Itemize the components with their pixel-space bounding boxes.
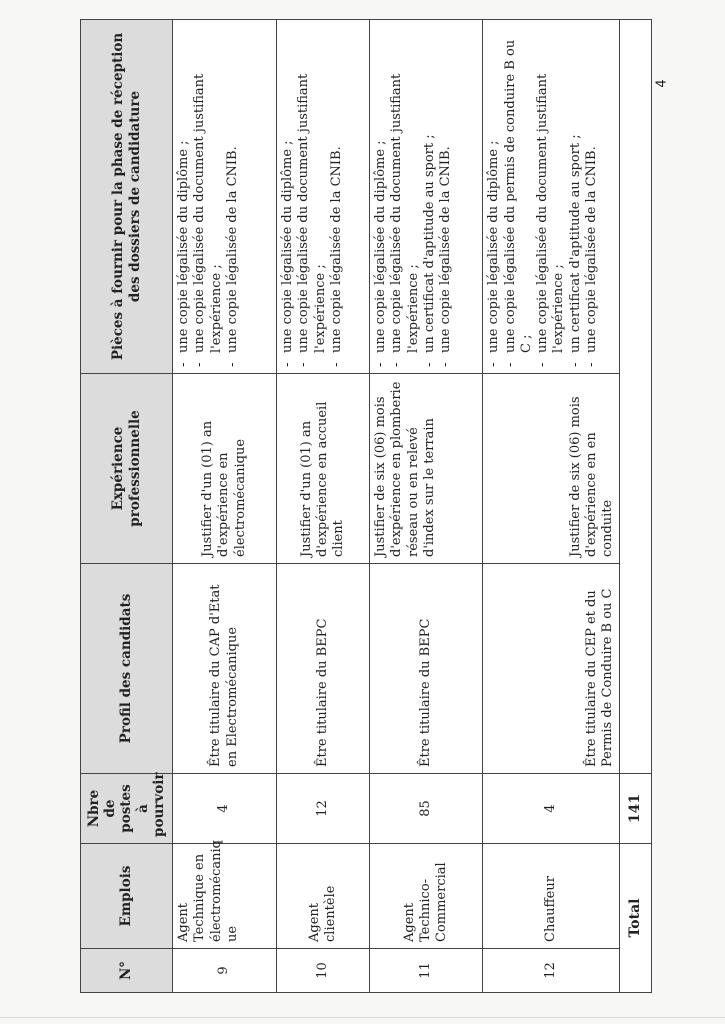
documents-list (486, 26, 600, 367)
list-item: - une copie légalisée de la CNIB. (225, 26, 241, 367)
list-item: - une copie légalisée de la CNIB. (584, 26, 600, 367)
table-header-row (81, 20, 173, 993)
list-item: - une copie légalisée du document justifiant l'expérience ; (296, 26, 329, 367)
cell-profil: Être titulaire du CAP d'Etat en Electromécanique (173, 564, 277, 774)
documents-list (176, 26, 241, 367)
cell-emploi: Agent Technique en électromécaniq ue (173, 844, 277, 949)
rotated-table-frame (80, 20, 652, 993)
header-experience: Expérience professionnelle (81, 374, 173, 564)
cell-postes: 85 (370, 774, 483, 844)
header-profil: Profil des candidats (81, 564, 173, 774)
cell-postes: 4 (173, 774, 277, 844)
cell-no: 11 (370, 949, 483, 993)
list-item: - une copie légalisée du document justifiant l'expérience ; (389, 26, 422, 367)
cell-no: 12 (483, 949, 620, 993)
cell-emploi: Chauffeur (483, 844, 620, 949)
cell-experience: Justifier d'un (01) an d'expérience en électromécanique (173, 374, 277, 564)
list-item: - une copie légalisée du document justifiant l'expérience ; (192, 26, 225, 367)
cell-profil: Être titulaire du BEPC (277, 564, 370, 774)
recruitment-table (80, 19, 652, 993)
total-empty-cell (620, 20, 652, 774)
cell-profil: Être titulaire du BEPC (370, 564, 483, 774)
cell-pieces (173, 20, 277, 374)
list-item: - un certificat d'aptitude au sport ; (422, 26, 438, 367)
list-item: - un certificat d'aptitude au sport ; (568, 26, 584, 367)
cell-experience: Justifier d'un (01) an d'expérience en accueil client (277, 374, 370, 564)
cell-no: 9 (173, 949, 277, 993)
list-item: - une copie légalisée du diplôme ; (280, 26, 296, 367)
cell-emploi: Agent Technico-Commercial (370, 844, 483, 949)
list-item: - une copie légalisée du permis de conduire B ou C ; (503, 26, 536, 367)
table-total-row (620, 20, 652, 993)
table-row (173, 20, 277, 993)
list-item: - une copie légalisée du diplôme ; (176, 26, 192, 367)
list-item: - une copie légalisée du diplôme ; (486, 26, 502, 367)
table-row (483, 20, 620, 993)
table-row (277, 20, 370, 993)
cell-pieces (277, 20, 370, 374)
page-bottom-rule (0, 1017, 725, 1018)
list-item: - une copie légalisée de la CNIB. (329, 26, 345, 367)
list-item: - une copie légalisée du document justifiant l'expérience ; (535, 26, 568, 367)
cell-profil: Être titulaire du CEP et du Permis de Conduire B ou C (483, 564, 620, 774)
cell-postes: 12 (277, 774, 370, 844)
list-item: - une copie légalisée du diplôme ; (373, 26, 389, 367)
table-row (370, 20, 483, 993)
cell-postes: 4 (483, 774, 620, 844)
page-number: 4 (654, 79, 670, 88)
cell-pieces (483, 20, 620, 374)
header-nbre-postes: Nbre de postes à pourvoir (81, 774, 173, 844)
total-value: 141 (620, 774, 652, 844)
cell-experience: Justifier de six (06) mois d'expérience en en conduite (483, 374, 620, 564)
list-item: - une copie légalisée de la CNIB. (438, 26, 454, 367)
header-pieces: Pièces à fournir pour la phase de réception des dossiers de candidature (81, 20, 173, 374)
cell-emploi: Agent clientèle (277, 844, 370, 949)
cell-pieces (370, 20, 483, 374)
documents-list (280, 26, 345, 367)
total-label: Total (620, 844, 652, 993)
header-no: N° (81, 949, 173, 993)
cell-experience: Justifier de six (06) mois d'expérience en plomberie réseau ou en relevé d'index sur le terrain (370, 374, 483, 564)
cell-no: 10 (277, 949, 370, 993)
documents-list (373, 26, 454, 367)
header-emplois: Emplois (81, 844, 173, 949)
recruitment-table-container (80, 20, 652, 993)
